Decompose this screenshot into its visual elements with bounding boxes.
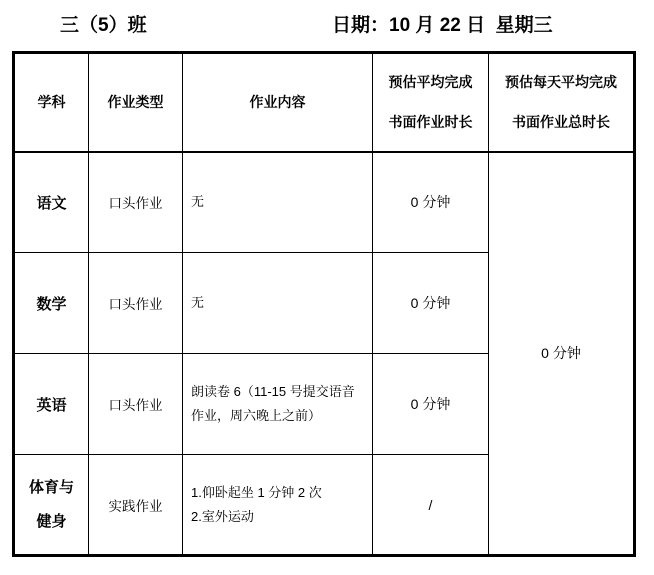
col-header-duration-line1: 预估平均完成	[388, 73, 473, 90]
subject-cell: 数学	[14, 253, 89, 354]
duration-cell: /	[373, 455, 489, 556]
homework-content-cell: 无	[183, 253, 373, 354]
subject-line1: 体育与	[28, 478, 74, 496]
table-row	[14, 152, 635, 253]
duration-cell: 0 分钟	[373, 253, 489, 354]
date-label: 日期：10 月 22 日 星期三	[332, 15, 553, 36]
col-header-content: 作业内容	[183, 53, 373, 152]
duration-cell: 0 分钟	[373, 152, 489, 253]
col-header-total-line1: 预估每天平均完成	[505, 73, 617, 90]
header-row	[14, 53, 635, 152]
duration-cell: 0 分钟	[373, 354, 489, 455]
subject-cell: 英语	[14, 354, 89, 455]
col-header-duration	[373, 53, 489, 152]
class-name-label: 三（5）班	[60, 15, 147, 36]
col-header-subject: 学科	[14, 53, 89, 152]
subject-line2: 健身	[36, 512, 67, 530]
content-line2: 2.室外运动	[191, 508, 254, 524]
homework-type-cell: 口头作业	[89, 152, 183, 253]
homework-type-cell: 口头作业	[89, 253, 183, 354]
col-header-type: 作业类型	[89, 53, 183, 152]
homework-content-cell	[183, 455, 373, 556]
subject-cell	[14, 455, 89, 556]
homework-content-cell: 无	[183, 152, 373, 253]
content-line1: 1.仰卧起坐 1 分钟 2 次	[191, 484, 322, 500]
col-header-duration-line2: 书面作业时长	[388, 113, 473, 130]
total-duration-cell: 0 分钟	[489, 152, 635, 556]
homework-type-cell: 实践作业	[89, 455, 183, 556]
subject-cell: 语文	[14, 152, 89, 253]
homework-content-cell: 朗读卷 6（11-15 号提交语音作业，周六晚上之前）	[183, 354, 373, 455]
col-header-total-line2: 书面作业总时长	[512, 113, 610, 130]
homework-type-cell: 口头作业	[89, 354, 183, 455]
homework-table	[12, 51, 636, 557]
col-header-total	[489, 53, 635, 152]
